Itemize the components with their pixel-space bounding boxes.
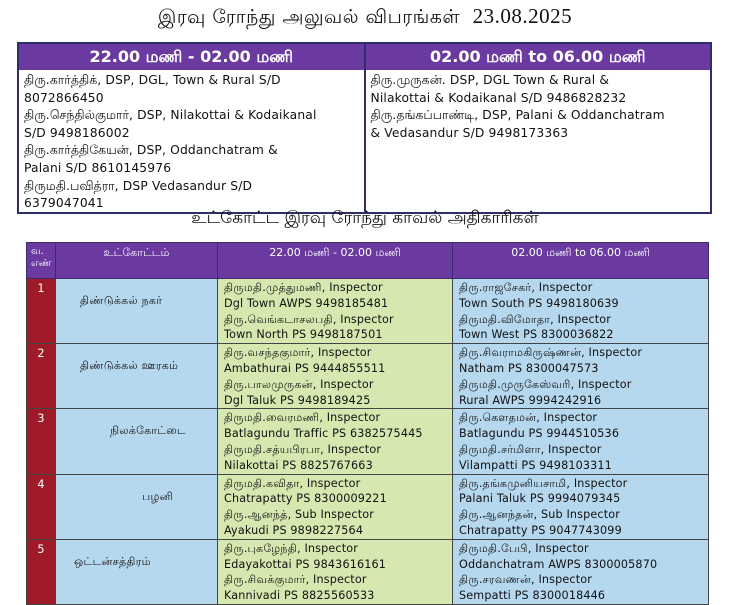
officer-line: Palani Taluk PS 9994079345 bbox=[459, 492, 621, 506]
officer-line: Chatrapatty PS 8300009221 bbox=[224, 492, 387, 506]
table-row bbox=[27, 539, 709, 604]
officer-line: திருமதி.கவிதா, Inspector bbox=[224, 476, 361, 490]
officer-line: திருமதி.பேபி, Inspector bbox=[459, 541, 589, 555]
division-name: திண்டுக்கல் நகர் bbox=[56, 279, 218, 344]
officer-line: Dgl Town AWPS 9498185481 bbox=[224, 296, 389, 310]
officer-line: & Vedasandur S/D 9498173363 bbox=[370, 125, 569, 140]
table-row bbox=[27, 474, 709, 539]
officer-line: Rural AWPS 9994242916 bbox=[459, 393, 602, 407]
shift2-cell bbox=[453, 539, 709, 604]
officer-line: திரு.ஆனந்தன், Sub Inspector bbox=[459, 508, 620, 522]
officer-line: திருமதி.சர்மிளா, Inspector bbox=[459, 442, 602, 456]
officer-line: திருமதி.முத்துமணி, Inspector bbox=[224, 281, 383, 294]
shift2-cell bbox=[453, 409, 709, 474]
officer-line: திரு.சிவராமகிருஷ்ணன், Inspector bbox=[459, 346, 643, 360]
officer-line: Town South PS 9498180639 bbox=[459, 296, 619, 310]
officer-line: திரு.ராஜசேகர், Inspector bbox=[459, 281, 593, 294]
officer-line: திரு.கார்த்திகேயன், DSP, Oddanchatram & bbox=[24, 143, 278, 158]
officer-line: திரு.புகழேந்தி, Inspector bbox=[224, 541, 359, 555]
serial-no: 3 bbox=[27, 409, 56, 474]
officer-line: Dgl Taluk PS 9498189425 bbox=[224, 393, 371, 407]
shift2-officers bbox=[366, 70, 711, 212]
table-header-row bbox=[27, 243, 709, 279]
shift1-officers bbox=[19, 70, 366, 212]
subdivision-patrol-table bbox=[26, 242, 709, 605]
shift1-cell bbox=[218, 539, 453, 604]
officer-line: Ambathurai PS 9444855511 bbox=[224, 361, 386, 375]
title-text: இரவு ரோந்து அலுவல் விபரங்கள் bbox=[157, 6, 461, 28]
section-subtitle: உட்கோட்ட இரவு ரோந்து காவல் அதிகாரிகள் bbox=[191, 208, 539, 228]
officer-line: Natham PS 8300047573 bbox=[459, 361, 599, 375]
officer-line: Nilakottai PS 8825767663 bbox=[224, 458, 373, 472]
shift1-heading: 22.00 மணி - 02.00 மணி bbox=[19, 44, 366, 70]
dsp-shift-header bbox=[19, 44, 710, 70]
division-name: பழனி bbox=[56, 474, 218, 539]
officer-line: திருமதி.சத்யபிரபா, Inspector bbox=[224, 442, 382, 456]
officer-line: 8072866450 bbox=[24, 90, 104, 105]
shift1-cell bbox=[218, 344, 453, 409]
officer-line: திரு.ஆனந்த், Sub Inspector bbox=[224, 508, 374, 522]
officer-line: திரு.சிவக்குமார், Inspector bbox=[224, 573, 367, 587]
page-title bbox=[0, 4, 730, 31]
officer-line: திரு.முருகன். DSP, DGL Town & Rural & bbox=[370, 73, 610, 87]
header-shift1: 22.00 மணி - 02.00 மணி bbox=[218, 243, 453, 279]
serial-no: 2 bbox=[27, 344, 56, 409]
shift1-cell bbox=[218, 474, 453, 539]
officer-line: திருமதி.வைரமணி, Inspector bbox=[224, 411, 381, 425]
header-serial-no: வ. எண் bbox=[27, 243, 56, 279]
officer-line: Batlagundu Traffic PS 6382575445 bbox=[224, 427, 423, 441]
officer-line: திருமதி.முருகேஸ்வரி, Inspector bbox=[459, 377, 632, 391]
officer-line: திரு.பாலமுருகன், Inspector bbox=[224, 377, 374, 391]
officer-line: திரு.வெங்கடாசலபதி, Inspector bbox=[224, 312, 394, 326]
officer-line: Oddanchatram AWPS 8300005870 bbox=[459, 557, 658, 571]
officer-line: திருமதி.பவித்ரா, DSP Vedasandur S/D bbox=[24, 178, 253, 193]
officer-line: திரு.தங்கப்பாண்டி, DSP, Palani & Oddanchatram bbox=[370, 108, 665, 123]
header-shift2: 02.00 மணி to 06.00 மணி bbox=[453, 243, 709, 279]
officer-line: திரு.தங்கமுனியசாமி, Inspector bbox=[459, 476, 628, 490]
table-row bbox=[27, 409, 709, 474]
officer-line: Town North PS 9498187501 bbox=[224, 328, 383, 342]
officer-line: Edayakottai PS 9843616161 bbox=[224, 557, 387, 571]
serial-no: 5 bbox=[27, 539, 56, 604]
officer-line: Kannivadi PS 8825560533 bbox=[224, 589, 375, 603]
shift2-cell bbox=[453, 344, 709, 409]
officer-line: S/D 9498186002 bbox=[24, 125, 130, 140]
dsp-shift-table bbox=[17, 42, 712, 214]
officer-line: திரு.செந்தில்குமார், DSP, Nilakottai & Kodaikanal bbox=[24, 108, 317, 123]
serial-no: 1 bbox=[27, 279, 56, 344]
officer-line: Ayakudi PS 9898227564 bbox=[224, 523, 364, 537]
officer-line: திரு.வசந்தகுமார், Inspector bbox=[224, 346, 372, 360]
officer-line: Palani S/D 8610145976 bbox=[24, 160, 172, 175]
officer-line: Batlagundu PS 9944510536 bbox=[459, 427, 620, 441]
officer-line: Chatrapatty PS 9047743099 bbox=[459, 523, 622, 537]
shift1-cell bbox=[218, 279, 453, 344]
officer-line: 6379047041 bbox=[24, 196, 104, 211]
shift1-cell bbox=[218, 409, 453, 474]
officer-line: திரு.கௌதமன், Inspector bbox=[459, 411, 598, 425]
title-date: 23.08.2025 bbox=[472, 4, 573, 28]
officer-line: Vilampatti PS 9498103311 bbox=[459, 458, 612, 472]
officer-line: திரு.கார்த்திக், DSP, DGL, Town & Rural S/D bbox=[24, 73, 281, 87]
officer-line: திருமதி.விமோதா, Inspector bbox=[459, 312, 612, 326]
serial-no: 4 bbox=[27, 474, 56, 539]
officer-line: Sempatti PS 8300018446 bbox=[459, 589, 606, 603]
officer-line: Town West PS 8300036822 bbox=[459, 328, 614, 342]
division-name: திண்டுக்கல் ஊரகம் bbox=[56, 344, 218, 409]
table-row bbox=[27, 344, 709, 409]
officer-line: திரு.சரவணன், Inspector bbox=[459, 573, 593, 587]
table-row bbox=[27, 279, 709, 344]
shift2-heading: 02.00 மணி to 06.00 மணி bbox=[366, 44, 711, 70]
division-name: ஒட்டன்சத்திரம் bbox=[56, 539, 218, 604]
division-name: நிலக்கோட்டை bbox=[56, 409, 218, 474]
dsp-shift-body bbox=[19, 70, 710, 212]
shift2-cell bbox=[453, 279, 709, 344]
header-division: உட்கோட்டம் bbox=[56, 243, 218, 279]
shift2-cell bbox=[453, 474, 709, 539]
officer-line: Nilakottai & Kodaikanal S/D 9486828232 bbox=[370, 90, 627, 105]
